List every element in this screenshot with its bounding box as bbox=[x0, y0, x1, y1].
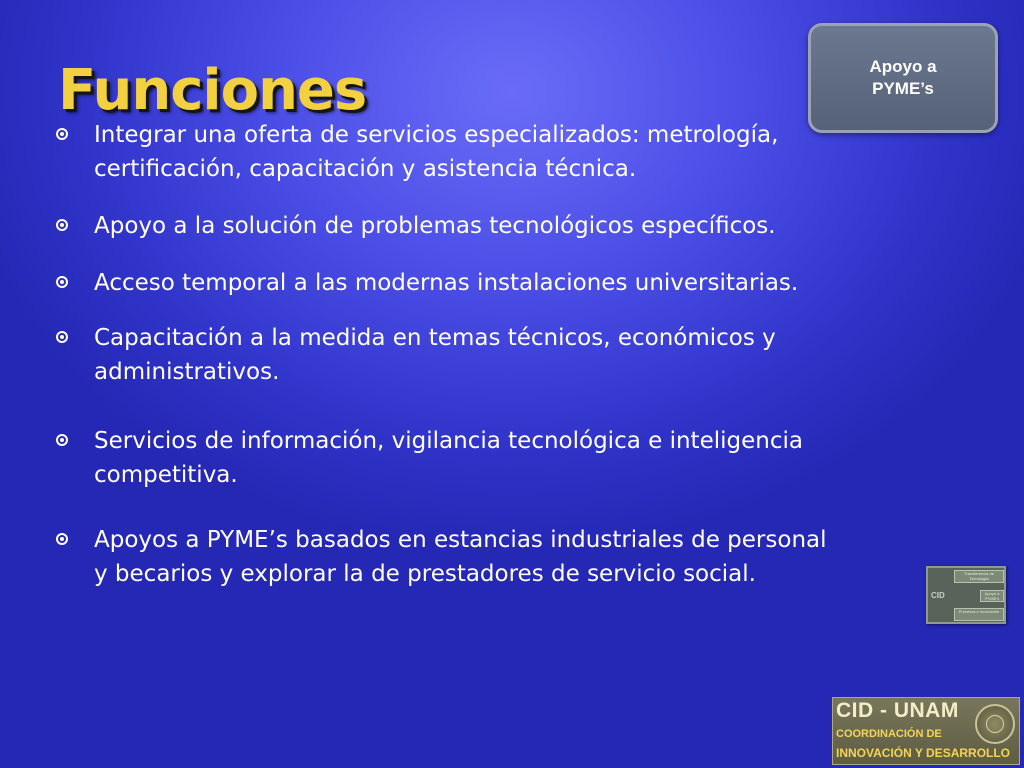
bullet-text: Apoyos a PYME’s basados en estancias industriales de personal y becarios y explorar la de prestadores de servicio social. bbox=[94, 527, 827, 587]
logo-title: CID - UNAM bbox=[836, 699, 959, 722]
bullet-item bbox=[56, 209, 846, 243]
bullet-text: Acceso temporal a las modernas instalaciones universitarias. bbox=[94, 270, 799, 296]
bullet-text: Integrar una oferta de servicios especializados: metrología, certificación, capacitación y asistencia técnica. bbox=[94, 122, 779, 182]
thumbnail-box: Procesos e Innovación bbox=[954, 608, 1004, 621]
bullet-item bbox=[56, 523, 846, 591]
bullet-item bbox=[56, 424, 846, 492]
bullet-item bbox=[56, 266, 846, 300]
bullet-icon bbox=[56, 276, 68, 288]
bullet-item bbox=[56, 321, 846, 389]
bullet-icon bbox=[56, 219, 68, 231]
thumbnail-box: Transferencia de Tecnología bbox=[954, 570, 1004, 583]
bullet-list bbox=[56, 118, 846, 591]
unam-seal-icon bbox=[975, 704, 1015, 744]
logo-subtitle: COORDINACIÓN DE bbox=[836, 728, 942, 740]
apoyo-pymes-button[interactable] bbox=[808, 23, 998, 133]
bullet-icon bbox=[56, 331, 68, 343]
bullet-icon bbox=[56, 533, 68, 545]
bullet-icon bbox=[56, 128, 68, 140]
thumbnail-box: Apoyo a PYME’s bbox=[980, 590, 1004, 602]
apoyo-pymes-label: Apoyo a PYME’s bbox=[869, 57, 937, 98]
bullet-item bbox=[56, 118, 846, 186]
logo-subtitle-2: INNOVACIÓN Y DESARROLLO bbox=[836, 746, 1011, 760]
bullet-icon bbox=[56, 434, 68, 446]
bullet-text: Apoyo a la solución de problemas tecnológicos específicos. bbox=[94, 213, 776, 239]
bullet-text: Servicios de información, vigilancia tecnológica e inteligencia competitiva. bbox=[94, 428, 803, 488]
slide-title: Funciones bbox=[58, 58, 367, 123]
bullet-text: Capacitación a la medida en temas técnicos, económicos y administrativos. bbox=[94, 325, 776, 385]
diagram-thumbnail-link[interactable] bbox=[926, 566, 1006, 624]
thumbnail-cid-label: CID bbox=[931, 591, 945, 600]
cid-unam-logo bbox=[832, 697, 1020, 765]
